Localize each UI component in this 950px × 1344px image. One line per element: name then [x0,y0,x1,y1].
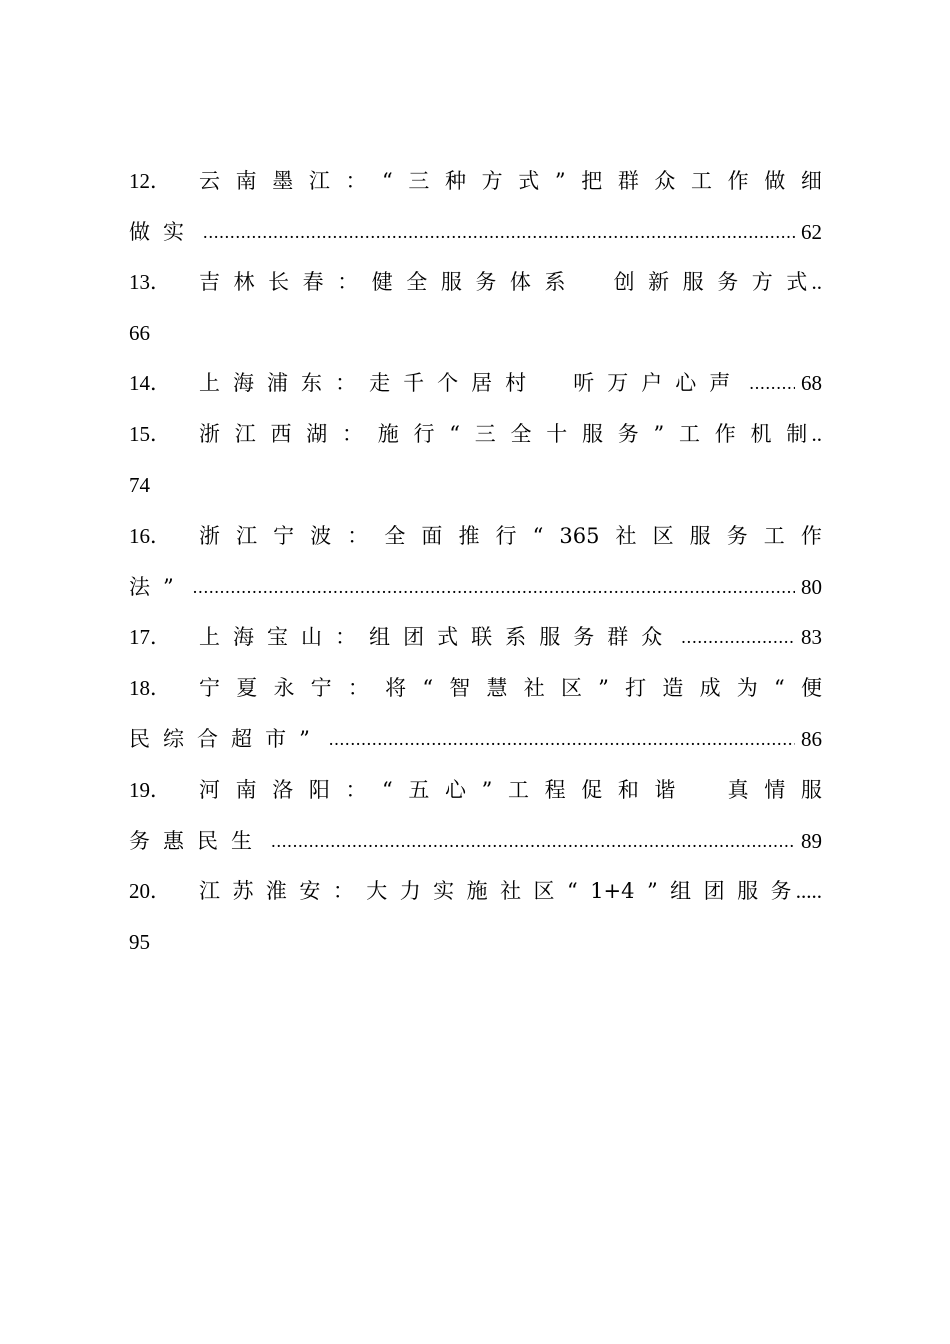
page-number: 68 [801,371,822,395]
entry-title: 上海浦东：走千个居村 听万户心声 [199,371,744,395]
toc-entry-16-line1[interactable] [129,516,822,556]
entry-title: 浙 江 宁 波 ： 全 面 推 行 “ 365 社 区 服 务 工 作 [199,524,822,548]
page-number: 80 [801,575,822,599]
page-number: 62 [801,220,822,244]
toc-entry-19-line2[interactable] [129,821,822,861]
page-number: 95 [129,930,150,954]
dot-leader-tail: .. [811,422,822,446]
toc-entry-12-line1[interactable] [129,161,822,201]
entry-title: 上海宝山：组团式联系服务群众 [199,625,676,649]
dot-leader-tail: .. [811,270,822,294]
entry-number: 19． [129,778,171,802]
entry-title-continued: 务惠民生 [129,829,266,853]
dot-leader [193,567,795,607]
toc-entry-20-line1[interactable] [129,871,822,911]
page-number: 74 [129,473,150,497]
entry-number: 15． [129,422,171,446]
page-number: 86 [801,727,822,751]
entry-number: 16． [129,524,171,548]
dot-leader [749,363,795,403]
dot-leader-tail: ..... [795,879,822,903]
page-number: 89 [801,829,822,853]
page-number: 66 [129,321,150,345]
entry-number: 13． [129,270,171,294]
dot-leader [329,719,795,759]
entry-title: 河 南 洛 阳 ： “ 五 心 ” 工 程 促 和 谐 真 情 服 [199,778,822,802]
entry-title-continued: 法” [129,575,187,599]
entry-title: 吉 林 长 春 ： 健 全 服 务 体 系 创 新 服 务 方 式 [199,270,808,294]
page-number: 83 [801,625,822,649]
dot-leader [681,617,795,657]
entry-number: 12． [129,169,171,193]
toc-entry-12-line2[interactable] [129,212,822,252]
entry-number: 20． [129,879,171,903]
entry-title-continued: 民综合超市” [129,727,323,751]
entry-number: 18． [129,676,171,700]
toc-entry-19-line1[interactable] [129,770,822,810]
entry-number: 17． [129,625,171,649]
dot-leader [203,212,795,252]
toc-entry-17[interactable] [129,617,822,657]
toc-entry-13-line1[interactable] [129,262,822,302]
entry-title: 浙 江 西 湖 ： 施 行 “ 三 全 十 服 务 ” 工 作 机 制 [199,422,808,446]
toc-entry-18-line1[interactable] [129,668,822,708]
toc-entry-18-line2[interactable] [129,719,822,759]
entry-title: 宁 夏 永 宁 ： 将 “ 智 慧 社 区 ” 打 造 成 为 “ 便 [199,676,822,700]
toc-entry-15-line1[interactable] [129,414,822,454]
toc-entry-16-line2[interactable] [129,567,822,607]
entry-title-continued: 做实 [129,220,198,244]
dot-leader [271,821,795,861]
entry-number: 14． [129,371,171,395]
entry-title: 云 南 墨 江 ： “ 三 种 方 式 ” 把 群 众 工 作 做 细 [199,169,822,193]
entry-title: 江 苏 淮 安 ： 大 力 实 施 社 区 “ 1+4 ” 组 团 服 务 [199,879,792,903]
toc-entry-14[interactable] [129,363,822,403]
